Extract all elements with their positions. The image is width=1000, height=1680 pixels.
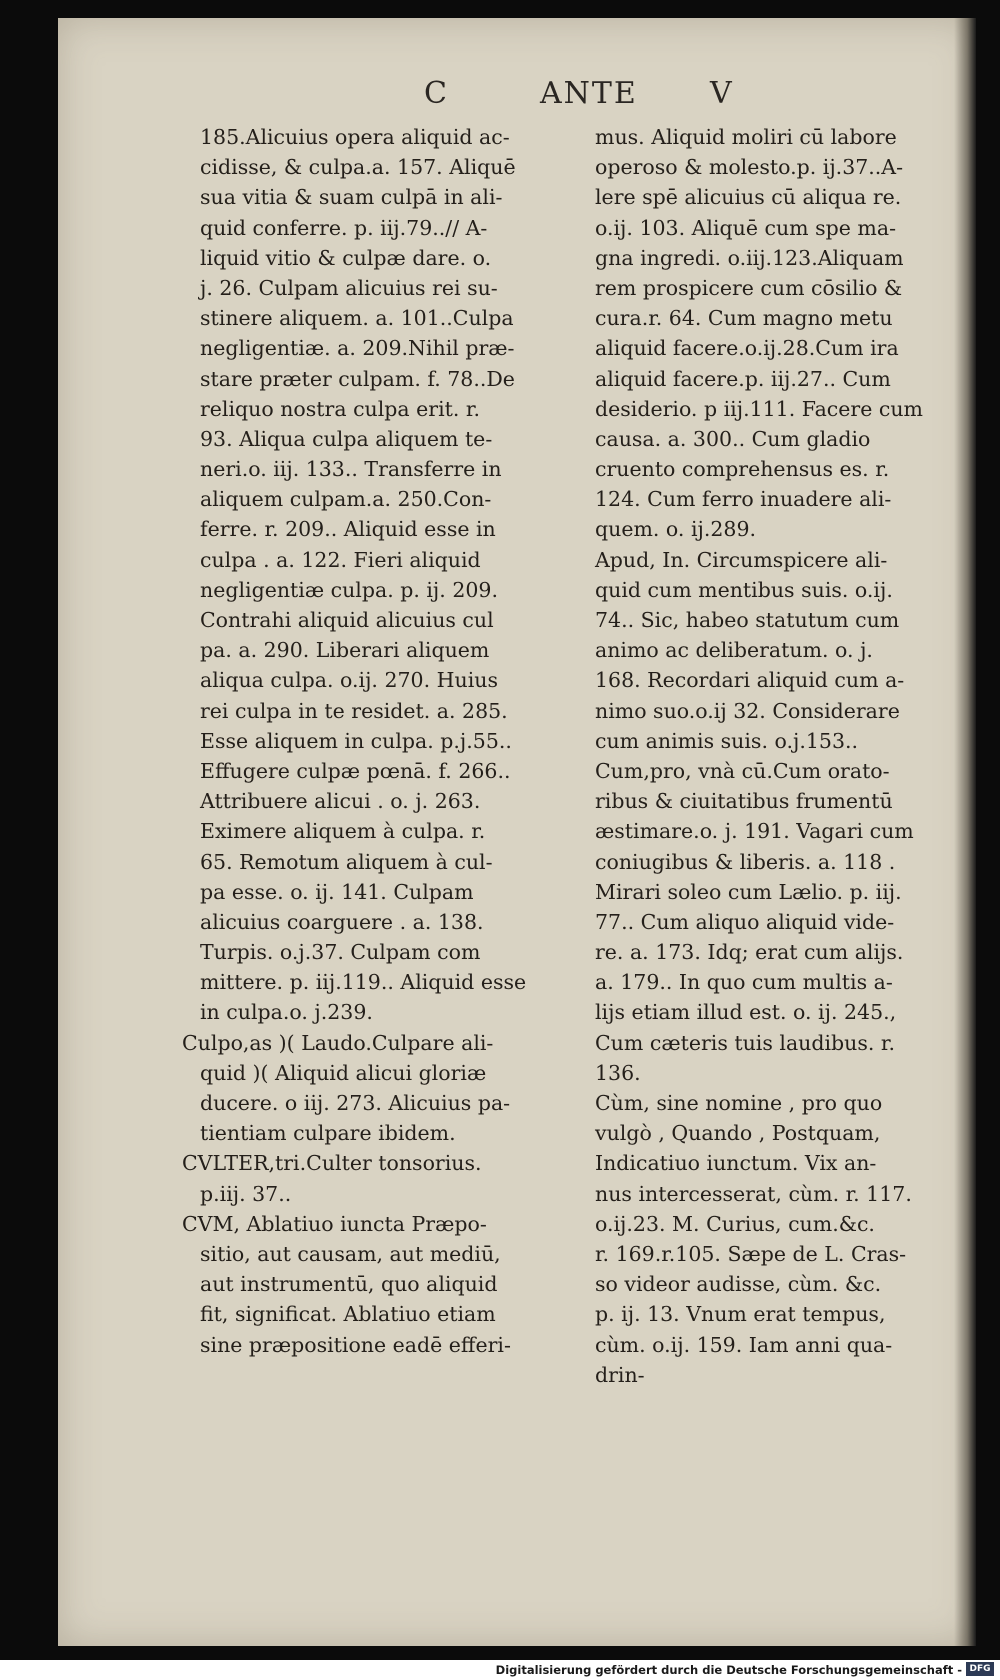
text-line: ribus & ciuitatibus frumentū bbox=[595, 789, 893, 814]
text-line: a. 179.. In quo cum multis a- bbox=[595, 970, 893, 995]
text-line: Indicatiuo iunctum. Vix an- bbox=[595, 1151, 877, 1176]
text-line: 124. Cum ferro inuadere ali- bbox=[595, 487, 892, 512]
text-line: desiderio. p iij.111. Facere cum bbox=[595, 396, 923, 421]
left-text-column bbox=[182, 122, 620, 1360]
text-line: vulgò , Quando , Postquam, bbox=[595, 1121, 881, 1146]
text-line: rei culpa in te residet. a. 285. bbox=[200, 698, 508, 723]
text-line: 168. Recordari aliquid cum a- bbox=[595, 668, 905, 693]
text-line: 136. bbox=[595, 1060, 641, 1085]
text-line: in culpa.o. j.239. bbox=[200, 1000, 373, 1025]
text-line: o.ij. 103. Aliquē cum spe ma- bbox=[595, 215, 897, 240]
text-line: stare præter culpam. f. 78..De bbox=[200, 366, 515, 391]
text-line: causa. a. 300.. Cum gladio bbox=[595, 426, 871, 451]
text-line: neri.o. iij. 133.. Transferre in bbox=[200, 457, 502, 482]
header-letter-right: V bbox=[710, 76, 734, 111]
text-line: aut instrumentū, quo aliquid bbox=[200, 1272, 498, 1297]
text-line: reliquo nostra culpa erit. r. bbox=[200, 396, 480, 421]
text-line: Cum,pro, vnà cū.Cum orato- bbox=[595, 758, 890, 783]
text-line: sua vitia & suam culpā in ali- bbox=[200, 185, 503, 210]
text-line: sine præpositione eadē efferi- bbox=[200, 1332, 511, 1357]
text-line: Cum cæteris tuis laudibus. r. bbox=[595, 1030, 895, 1055]
text-line: cum animis suis. o.j.153.. bbox=[595, 728, 859, 753]
text-line: cidisse, & culpa.a. 157. Aliquē bbox=[200, 155, 516, 180]
text-line: rem prospicere cum cōsilio & bbox=[595, 275, 903, 300]
text-line: r. 169.r.105. Sæpe de L. Cras- bbox=[595, 1241, 907, 1266]
text-line: Apud, In. Circumspicere ali- bbox=[595, 547, 888, 572]
text-line: quid cum mentibus suis. o.ij. bbox=[595, 577, 893, 602]
text-line: nus intercesserat, cùm. r. 117. bbox=[595, 1181, 912, 1206]
text-line: 185.Alicuius opera aliquid ac- bbox=[200, 125, 510, 149]
text-line: quem. o. ij.289. bbox=[595, 517, 757, 542]
text-line: fit, significat. Ablatiuo etiam bbox=[200, 1302, 496, 1327]
text-line: Cùm, sine nomine , pro quo bbox=[595, 1091, 883, 1115]
text-line: ducere. o iij. 273. Alicuius pa- bbox=[200, 1091, 511, 1115]
text-line: negligentiæ culpa. p. ij. 209. bbox=[200, 577, 498, 602]
header-word: ANTE bbox=[540, 76, 638, 111]
text-line: nimo suo.o.ij 32. Considerare bbox=[595, 698, 900, 723]
text-line: liquid vitio & culpæ dare. o. bbox=[200, 245, 492, 270]
text-line: animo ac deliberatum. o. j. bbox=[595, 638, 873, 663]
right-text-column bbox=[595, 122, 970, 1390]
text-line: lijs etiam illud est. o. ij. 245., bbox=[595, 1000, 897, 1025]
text-line: mus. Aliquid moliri cū labore bbox=[595, 125, 897, 149]
text-line: sitio, aut causam, aut mediū, bbox=[200, 1241, 501, 1266]
text-line: aliqua culpa. o.ij. 270. Huius bbox=[200, 668, 498, 693]
text-line: Culpo,as )( Laudo.Culpare ali- bbox=[182, 1030, 494, 1055]
text-line: negligentiæ. a. 209.Nihil præ- bbox=[200, 336, 515, 361]
text-line: CVLTER,tri.Culter tonsorius. bbox=[182, 1151, 482, 1176]
header-letter-left: C bbox=[424, 76, 449, 111]
text-line: Eximere aliquem à culpa. r. bbox=[200, 819, 486, 844]
text-line: Esse aliquem in culpa. p.j.55.. bbox=[200, 728, 512, 753]
text-line: quid conferre. p. iij.79..// A- bbox=[200, 215, 488, 240]
text-line: gna ingredi. o.iij.123.Aliquam bbox=[595, 245, 904, 270]
text-line: quid )( Aliquid alicui gloriæ bbox=[200, 1060, 487, 1085]
text-line: cura.r. 64. Cum magno metu bbox=[595, 306, 893, 331]
text-line: lere spē alicuius cū aliqua re. bbox=[595, 185, 902, 210]
text-line: Attribuere alicui . o. j. 263. bbox=[200, 789, 481, 814]
text-line: aliquid facere.o.ij.28.Cum ira bbox=[595, 336, 899, 361]
text-line: culpa . a. 122. Fieri aliquid bbox=[200, 547, 481, 572]
text-line: æstimare.o. j. 191. Vagari cum bbox=[595, 819, 914, 844]
dfg-logo: DFG bbox=[966, 1662, 994, 1676]
text-line: 93. Aliqua culpa aliquem te- bbox=[200, 426, 493, 451]
text-line: Mirari soleo cum Lælio. p. iij. bbox=[595, 879, 902, 904]
text-line: re. a. 173. Idq; erat cum alijs. bbox=[595, 940, 904, 965]
text-line: o.ij.23. M. Curius, cum.&c. bbox=[595, 1211, 875, 1236]
text-line: so videor audisse, cùm. &c. bbox=[595, 1272, 882, 1297]
text-line: drin- bbox=[595, 1362, 645, 1387]
text-line: pa. a. 290. Liberari aliquem bbox=[200, 638, 490, 663]
text-line: Effugere culpæ pœnā. f. 266.. bbox=[200, 758, 511, 783]
text-line: tientiam culpare ibidem. bbox=[200, 1121, 456, 1146]
text-line: pa esse. o. ij. 141. Culpam bbox=[200, 879, 474, 904]
text-line: Contrahi aliquid alicuius cul bbox=[200, 608, 494, 632]
text-line: alicuius coarguere . a. 138. bbox=[200, 909, 484, 934]
text-line: 77.. Cum aliquo aliquid vide- bbox=[595, 909, 895, 934]
text-line: aliquem culpam.a. 250.Con- bbox=[200, 487, 492, 512]
text-line: 65. Remotum aliquem à cul- bbox=[200, 849, 493, 874]
running-header bbox=[380, 76, 780, 116]
text-line: j. 26. Culpam alicuius rei su- bbox=[200, 275, 498, 300]
digitization-footer bbox=[0, 1660, 1000, 1680]
text-line: p.iij. 37.. bbox=[200, 1181, 292, 1206]
text-line: Turpis. o.j.37. Culpam com bbox=[200, 940, 481, 965]
text-line: stinere aliquem. a. 101..Culpa bbox=[200, 306, 514, 331]
text-line: mittere. p. iij.119.. Aliquid esse bbox=[200, 970, 527, 995]
text-line: operoso & molesto.p. ij.37..A- bbox=[595, 155, 904, 180]
footer-credit: Digitalisierung gefördert durch die Deutsche Forschungsgemeinschaft - bbox=[495, 1663, 962, 1677]
text-line: p. ij. 13. Vnum erat tempus, bbox=[595, 1302, 886, 1327]
text-line: 74.. Sic, habeo statutum cum bbox=[595, 608, 900, 632]
text-line: cruento comprehensus es. r. bbox=[595, 457, 890, 482]
text-line: CVM, Ablatiuo iuncta Præpo- bbox=[182, 1211, 487, 1236]
text-line: coniugibus & liberis. a. 118 . bbox=[595, 849, 896, 874]
text-line: aliquid facere.p. iij.27.. Cum bbox=[595, 366, 891, 391]
text-line: cùm. o.ij. 159. Iam anni qua- bbox=[595, 1332, 893, 1357]
text-line: ferre. r. 209.. Aliquid esse in bbox=[200, 517, 496, 542]
